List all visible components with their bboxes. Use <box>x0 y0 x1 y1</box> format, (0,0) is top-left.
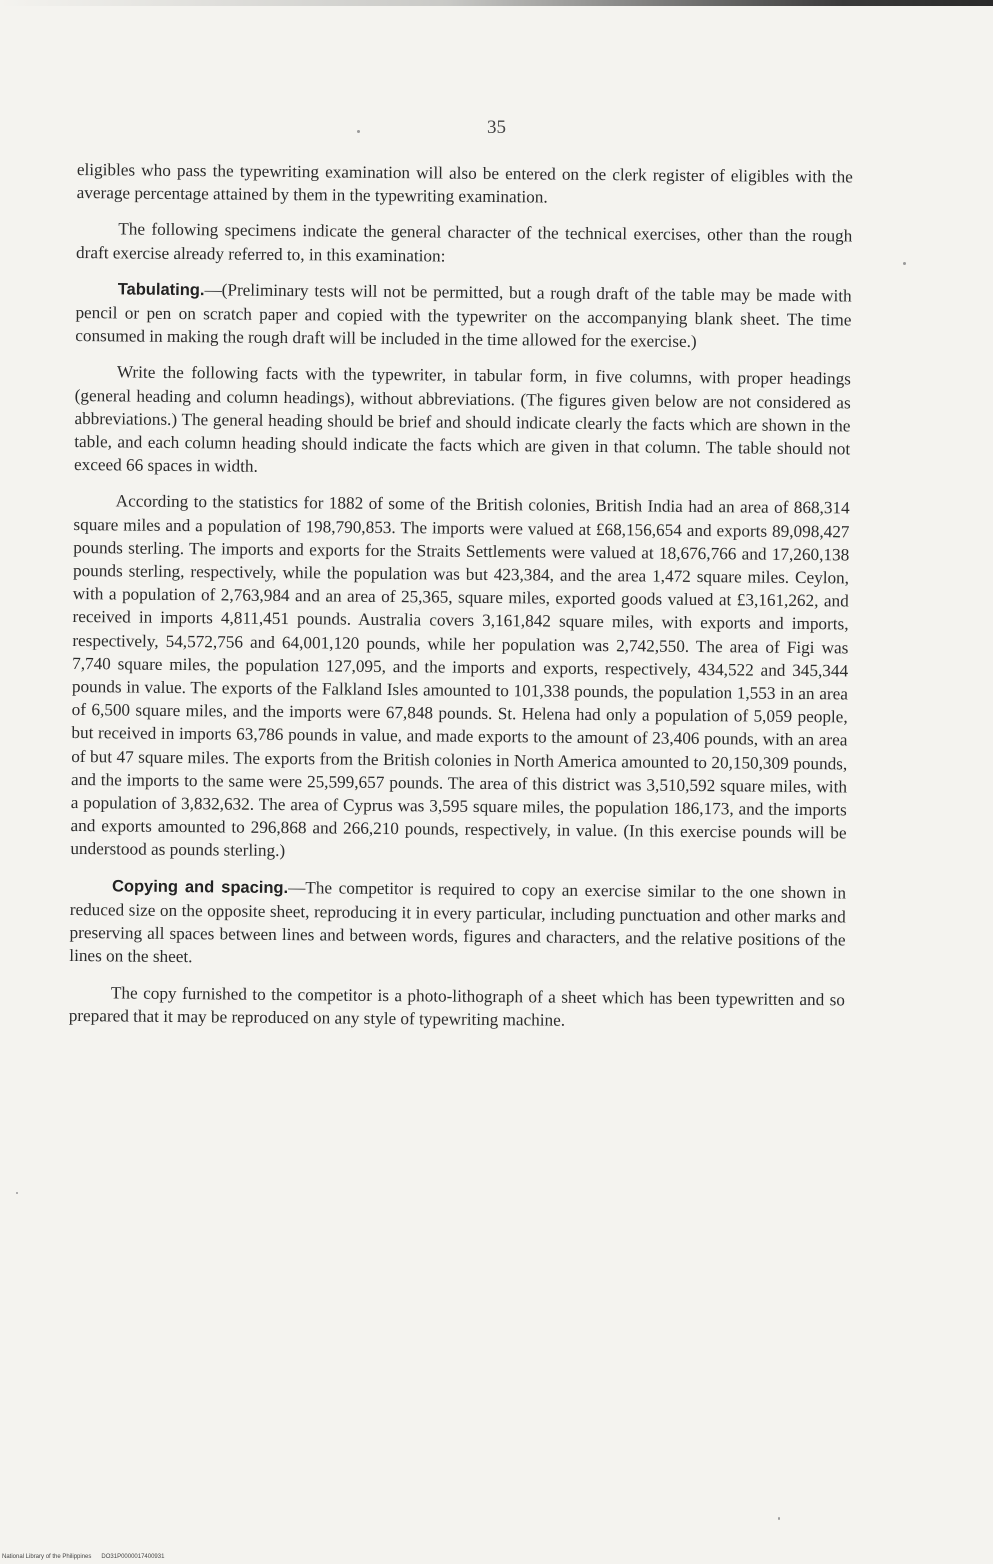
paragraph-tabulating <box>75 277 852 355</box>
paragraph-text: The following specimens indicate the general character of the technical exercises, other than the rough draft exercise already referred to, in this examination: <box>76 219 853 266</box>
footer-library: National Library of the Philippines <box>2 1554 92 1560</box>
paragraph-copying <box>69 874 846 975</box>
paragraph-copy-furnished <box>69 980 845 1034</box>
paragraph-text: —(Preliminary tests will not be permitted, but a rough draft of the table may be made with pencil or pen on scratch paper and copied with the typewriter on the accompanying blank sheet. The time consumed in making the rough draft will be included in the time allowed for the exercise.) <box>75 280 852 352</box>
section-heading: Tabulating. <box>117 280 205 300</box>
scan-footer <box>2 1554 174 1560</box>
paragraph-instructions <box>74 360 851 483</box>
paragraph-continuation <box>77 158 853 212</box>
footer-code: DO31P0000017400931 <box>101 1554 165 1560</box>
scan-speck <box>16 1192 18 1194</box>
paragraph-text: The copy furnished to the competitor is a photo-lithograph of a sheet which has been typewritten and so prepared that it may be reproduced on any style of typewriting machine. <box>68 982 846 1030</box>
paragraph-text: According to the statistics for 1882 of some of the British colonies, British India had an area of 868,314 square miles and a population of 198,790,853. The imports were valued at £68,156,654 and exports 89,098,427 pounds sterling. The imports and exports for the Straits Settlements were valued at 18,676,766 and 17,260,138 pounds sterling, respectively, while the population was but 423,384, and the area 1,472 square miles. Ceylon, with a population of 2,763,984 and an area of 25,365, square miles, exported goods valued at £3,161,262, and received in imports 4,811,451 pounds. Australia covers 3,161,842 square miles, with exports and imports, respectively, 54,572,756 and 64,001,120 pounds, while her population was 2,742,550. The area of Figi was 7,740 square miles, the population 127,095, and the imports and exports, respectively, 434,522 and 345,344 pounds in value. The exports of the Falkland Isles amounted to 101,338 pounds, the population 1,553 in an area of 6,500 square miles, and the imports were 67,848 pounds. St. Helena had only a population of 5,059 people, but received in imports 63,786 pounds in value, and made exports to the amount of 23,406 pounds, with an area of but 47 square miles. The exports from the British colonies in North America amounted to 20,150,309 pounds, and the imports to the same were 25,599,657 pounds. The area of this district was 3,510,592 square miles, with a population of 3,832,632. The area of Cyprus was 3,595 square miles, the population 186,173, and the imports and exports amounted to 296,868 and 266,210 pounds, respectively, in value. (In this exercise pounds will be understood as pounds sterling.) <box>70 491 850 861</box>
paragraph-text: —The competitor is required to copy an exercise similar to the one shown in reduced size on the opposite sheet, reproducing it in every particular, including punctuation and other marks and preserving all spaces between lines and between words, figures and characters, and the relative positions of the lines on the sheet. <box>69 877 847 967</box>
paragraph-statistics <box>70 489 850 868</box>
section-heading: Copying and spacing. <box>111 877 289 897</box>
scan-speck <box>778 1517 780 1520</box>
paragraph-specimens-intro <box>76 217 852 271</box>
scan-edge-rule <box>0 0 993 6</box>
body-text <box>69 158 853 1047</box>
paragraph-text: eligibles who pass the typewriting examination will also be entered on the clerk register of eligibles with the average percentage attained by them in the typewriting examination. <box>76 159 853 207</box>
scan-speck <box>903 262 906 265</box>
page-number: 35 <box>487 117 506 138</box>
paragraph-text: Write the following facts with the typewriter, in tabular form, in five columns, with proper headings (general heading and column headings), without abbreviations. (The figures given below are not considered as abbreviations.) The general heading should be brief and should indicate clearly the facts which are shown in the table, and each column heading should indicate the facts which are given in that column. The table should not exceed 66 spaces in width. <box>73 362 852 476</box>
